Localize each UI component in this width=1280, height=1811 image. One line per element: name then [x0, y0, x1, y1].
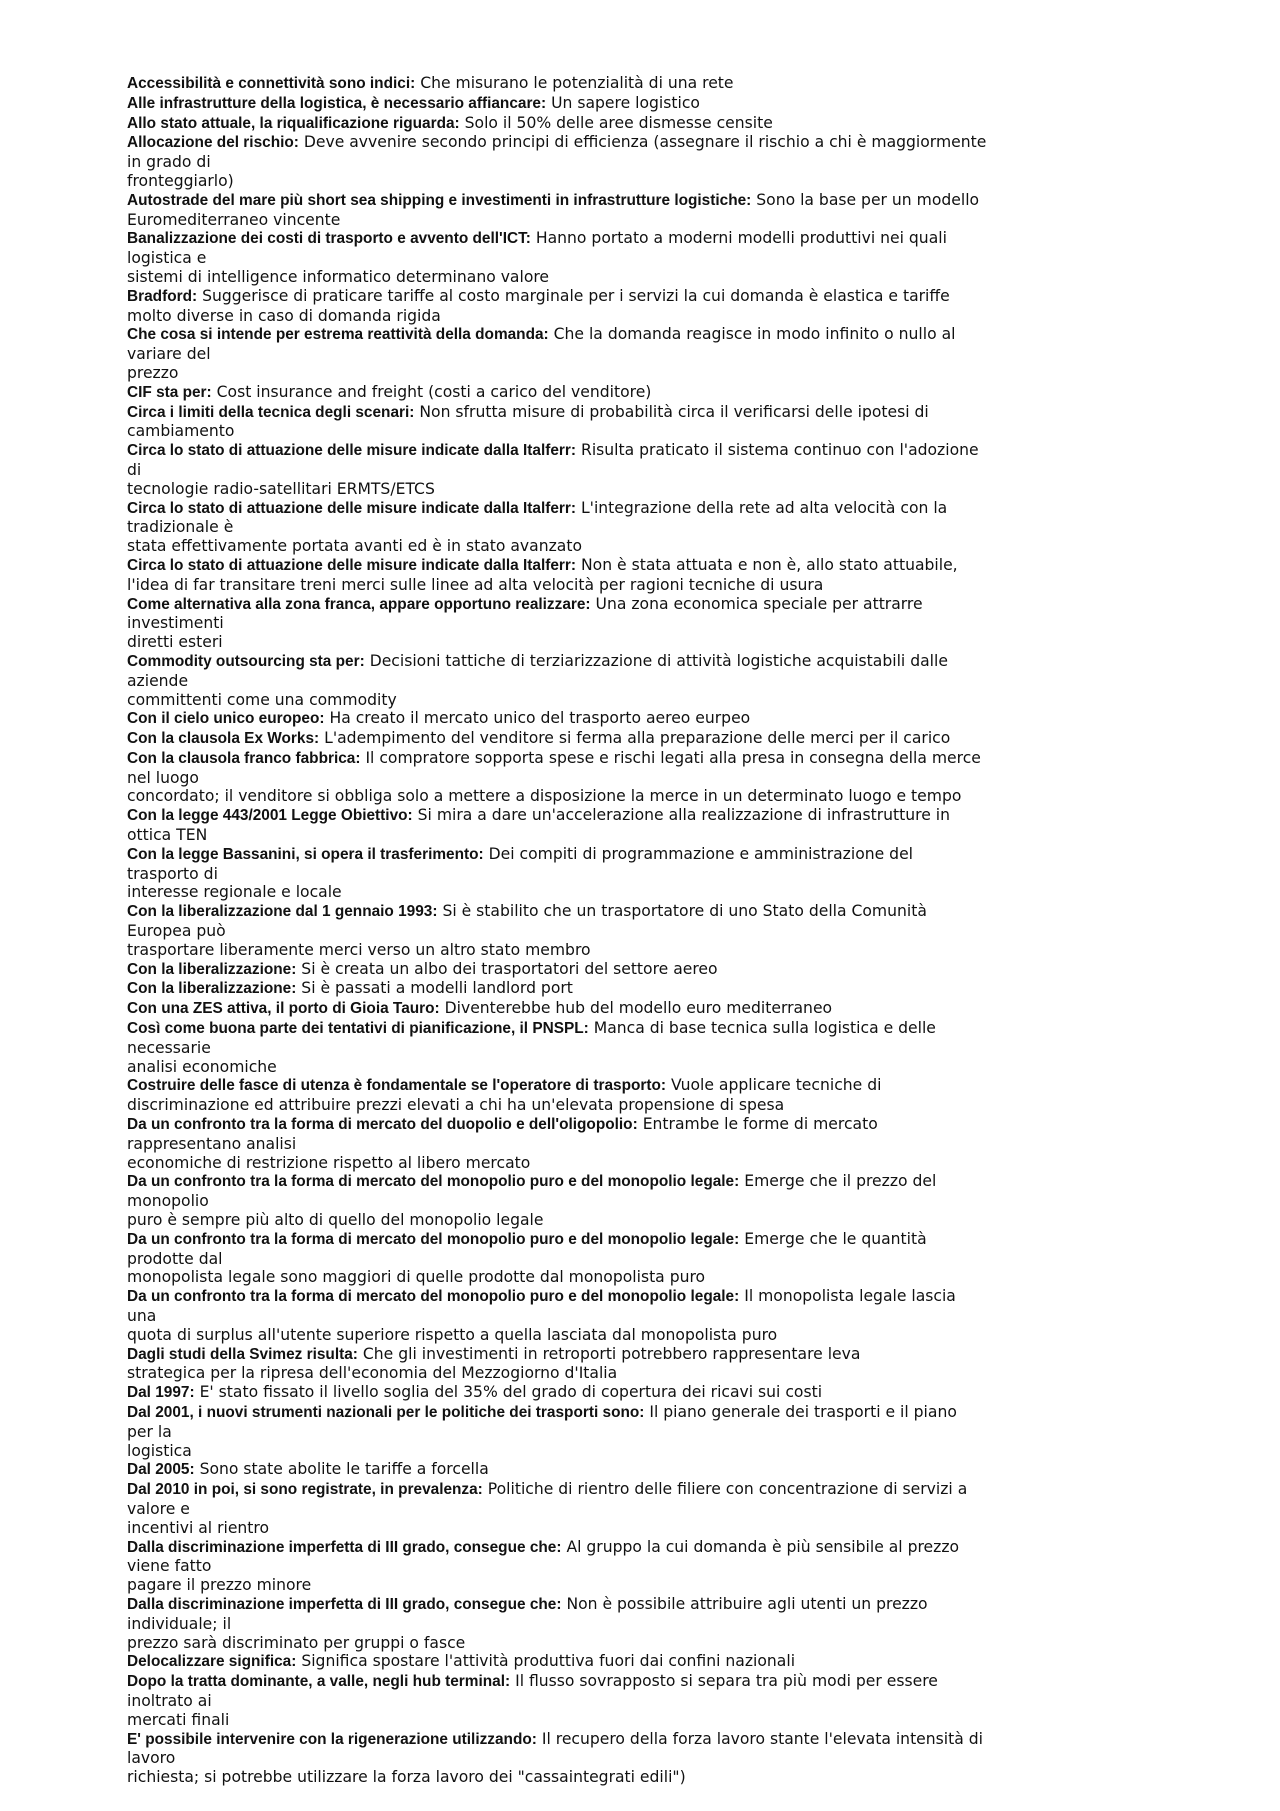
qa-entry [127, 287, 1207, 326]
entry-answer: Il recupero della forza lavoro stante l'elevata intensità di [541, 1729, 983, 1748]
entry-first-line [127, 1115, 1207, 1135]
entry-continuation-line [127, 1135, 1207, 1154]
entry-answer: Si è stabilito che un trasportatore di uno Stato della Comunità [442, 902, 927, 921]
entry-continuation-line [127, 461, 1207, 480]
entry-continuation-line [127, 518, 1207, 537]
entry-continuation-line [127, 633, 1207, 652]
entry-first-line [127, 1076, 1207, 1096]
entry-continuation-line [127, 268, 1207, 287]
qa-entry [127, 191, 1207, 230]
entry-answer: diretti esteri [127, 633, 223, 652]
entry-answer: trasportare liberamente merci verso un altro stato membro [127, 940, 591, 959]
entry-question: Come alternativa alla zona franca, appare opportuno realizzare: [127, 595, 591, 613]
entry-answer: inoltrato ai [127, 1691, 212, 1710]
qa-entry [127, 1730, 1207, 1787]
entry-answer: Il flusso sovrapposto si separa tra più modi per essere [515, 1672, 938, 1691]
entry-continuation-line [127, 941, 1207, 960]
qa-entry [127, 114, 1207, 134]
entry-answer: mercati finali [127, 1710, 230, 1729]
entry-question: Allocazione del rischio: [127, 134, 299, 152]
entry-answer: Non sfrutta misure di probabilità circa il verificarsi delle ipotesi di [419, 402, 929, 421]
entry-first-line [127, 729, 1207, 749]
qa-entry [127, 383, 1207, 403]
entry-question: Circa lo stato di attuazione delle misure indicate dalla Italferr: [127, 556, 577, 574]
entry-answer: Il piano generale dei trasporti e il piano [649, 1402, 957, 1421]
qa-entry [127, 1595, 1207, 1652]
entry-answer: Il compratore sopporta spese e rischi legati alla presa in consegna della merce [365, 748, 981, 767]
qa-entry [127, 556, 1207, 595]
entry-answer: pagare il prezzo minore [127, 1576, 312, 1595]
entry-answer: Il monopolista legale lascia [744, 1287, 956, 1306]
entry-first-line [127, 74, 1207, 94]
entry-first-line [127, 1595, 1207, 1615]
entry-question: Dal 2001, i nuovi strumenti nazionali per le politiche dei trasporti sono: [127, 1403, 645, 1421]
entry-answer: logistica [127, 1441, 192, 1460]
entry-first-line [127, 979, 1207, 999]
qa-entry [127, 960, 1207, 980]
entry-answer: Non è possibile attribuire agli utenti un prezzo [566, 1594, 928, 1613]
entry-first-line [127, 133, 1207, 153]
entry-continuation-line [127, 1307, 1207, 1326]
entry-continuation-line [127, 1557, 1207, 1576]
qa-entry [127, 1672, 1207, 1729]
entry-answer: necessarie [127, 1038, 211, 1057]
entry-answer: discriminazione ed attribuire prezzi elevati a chi ha un'elevata propensione di spesa [127, 1096, 785, 1115]
entry-continuation-line [127, 826, 1207, 845]
entry-answer: l'idea di far transitare treni merci sulle linee ad alta velocità per ragioni tecniche di usura [127, 575, 824, 594]
entry-first-line [127, 1345, 1207, 1365]
entry-continuation-line [127, 769, 1207, 788]
entry-continuation-line [127, 672, 1207, 691]
entry-continuation-line [127, 1192, 1207, 1211]
entry-answer: Europea può [127, 922, 226, 941]
entry-answer: Deve avvenire secondo principi di efficienza (assegnare il rischio a chi è maggiormente [303, 133, 987, 152]
entry-answer: incentivi al rientro [127, 1518, 270, 1537]
entry-question: Alle infrastrutture della logistica, è necessario affiancare: [127, 94, 547, 112]
entry-answer: Diventerebbe hub del modello euro mediterraneo [444, 999, 833, 1018]
entry-answer: interesse regionale e locale [127, 883, 342, 902]
qa-entry [127, 1076, 1207, 1115]
qa-entry [127, 1345, 1207, 1384]
qa-entry [127, 1538, 1207, 1595]
entry-first-line [127, 1172, 1207, 1192]
entry-question: Con la clausola Ex Works: [127, 730, 320, 748]
qa-entry [127, 1403, 1207, 1460]
entry-answer: Decisioni tattiche di terziarizzazione di attività logistiche acquistabili dalle [369, 651, 948, 670]
entry-continuation-line [127, 1250, 1207, 1269]
entry-answer: cambiamento [127, 422, 235, 441]
entry-question: Accessibilità e connettività sono indici: [127, 75, 416, 92]
entry-answer: individuale; il [127, 1614, 232, 1633]
entry-first-line [127, 556, 1207, 576]
qa-entry [127, 229, 1207, 286]
entry-continuation-line [127, 172, 1207, 191]
entry-answer: richiesta; si potrebbe utilizzare la forza lavoro dei "cassaintegrati edili") [127, 1768, 686, 1787]
entry-question: Circa i limiti della tecnica degli scenari: [127, 403, 415, 421]
qa-entry [127, 595, 1207, 652]
entry-continuation-line [127, 211, 1207, 230]
entry-continuation-line [127, 1039, 1207, 1058]
qa-entry [127, 729, 1207, 749]
entry-answer: committenti come una commodity [127, 690, 397, 709]
entry-answer: Che misurano le potenzialità di una rete [420, 74, 734, 92]
entry-answer: Sono state abolite le tariffe a forcella [199, 1460, 489, 1479]
entry-continuation-line [127, 1154, 1207, 1173]
entry-answer: analisi economiche [127, 1057, 277, 1076]
qa-entry [127, 979, 1207, 999]
entry-first-line [127, 652, 1207, 672]
entry-question: Autostrade del mare più short sea shipping e investimenti in infrastrutture logistiche: [127, 191, 752, 209]
entry-question: Banalizzazione dei costi di trasporto e avvento dell'ICT: [127, 230, 531, 248]
entry-continuation-line [127, 1615, 1207, 1634]
entry-first-line [127, 1383, 1207, 1403]
entry-question: Con la liberalizzazione: [127, 980, 297, 998]
entry-answer: monopolio [127, 1192, 209, 1211]
entry-question: Dalla discriminazione imperfetta di III grado, consegue che: [127, 1595, 562, 1613]
entry-continuation-line [127, 1423, 1207, 1442]
entry-continuation-line [127, 787, 1207, 806]
entry-continuation-line [127, 614, 1207, 633]
entry-continuation-line [127, 1268, 1207, 1287]
entry-answer: per la [127, 1422, 172, 1441]
entry-answer: investimenti [127, 614, 224, 633]
entry-answer: trasporto di [127, 864, 218, 883]
entry-answer: una [127, 1307, 157, 1325]
entry-first-line [127, 999, 1207, 1019]
entry-continuation-line [127, 1519, 1207, 1538]
qa-entry [127, 999, 1207, 1019]
entry-answer: di [127, 460, 142, 479]
entry-first-line [127, 114, 1207, 134]
entry-answer: Risulta praticato il sistema continuo con l'adozione [580, 441, 979, 460]
entry-answer: stata effettivamente portata avanti ed è in stato avanzato [127, 537, 582, 556]
qa-entry [127, 1019, 1207, 1076]
entry-question: CIF sta per: [127, 383, 212, 401]
entry-question: Con la liberalizzazione dal 1 gennaio 1993: [127, 903, 438, 921]
entry-continuation-line [127, 1500, 1207, 1519]
qa-entry [127, 902, 1207, 959]
entry-question: Con una ZES attiva, il porto di Gioia Tauro: [127, 1000, 440, 1018]
entry-first-line [127, 1652, 1207, 1672]
entry-continuation-line [127, 345, 1207, 364]
entry-answer: Non è stata attuata e non è, allo stato attuabile, [580, 555, 958, 574]
entry-question: Delocalizzare significa: [127, 1653, 297, 1671]
entry-first-line [127, 499, 1207, 519]
entry-answer: Al gruppo la cui domanda è più sensibile al prezzo [566, 1537, 960, 1556]
entry-question: Con il cielo unico europeo: [127, 710, 325, 728]
entry-answer: Hanno portato a moderni modelli produttivi nei quali [535, 229, 947, 248]
qa-entry [127, 325, 1207, 382]
qa-entry [127, 1480, 1207, 1537]
entry-question: Da un confronto tra la forma di mercato del monopolio puro e del monopolio legale: [127, 1230, 740, 1248]
entry-first-line [127, 709, 1207, 729]
entry-continuation-line [127, 364, 1207, 383]
entry-continuation-line [127, 1326, 1207, 1345]
entry-answer: Una zona economica speciale per attrarre [595, 594, 923, 613]
entry-question: Dopo la tratta dominante, a valle, negli hub terminal: [127, 1673, 511, 1691]
entry-continuation-line [127, 1364, 1207, 1383]
entry-question: Dal 1997: [127, 1384, 195, 1402]
entry-answer: fronteggiarlo) [127, 171, 234, 190]
entry-answer: Si è creata un albo dei trasportatori del settore aereo [301, 959, 718, 978]
entry-answer: Ha creato il mercato unico del trasporto aereo eurpeo [329, 709, 751, 728]
entry-continuation-line [127, 1692, 1207, 1711]
entry-continuation-line [127, 1058, 1207, 1077]
entry-answer: in grado di [127, 153, 211, 172]
entry-continuation-line [127, 422, 1207, 441]
entry-continuation-line [127, 1576, 1207, 1595]
entry-answer: Emerge che il prezzo del [744, 1172, 937, 1191]
entry-answer: E' stato fissato il livello soglia del 35% del grado di copertura dei ricavi sui costi [199, 1383, 823, 1402]
entry-question: Con la legge 443/2001 Legge Obiettivo: [127, 807, 413, 825]
entry-answer: Un sapere logistico [551, 93, 700, 112]
entry-continuation-line [127, 865, 1207, 884]
entry-continuation-line [127, 153, 1207, 172]
entry-answer: Si è passati a modelli landlord port [301, 979, 573, 998]
qa-entry [127, 1652, 1207, 1672]
qa-entry [127, 1230, 1207, 1287]
entry-first-line [127, 1019, 1207, 1039]
entry-question: Da un confronto tra la forma di mercato del monopolio puro e del monopolio legale: [127, 1173, 740, 1191]
entry-answer: sistemi di intelligence informatico determinano valore [127, 267, 550, 286]
entry-question: Dal 2010 in poi, si sono registrate, in prevalenza: [127, 1481, 483, 1499]
qa-entry [127, 709, 1207, 729]
qa-entry [127, 499, 1207, 556]
entry-first-line [127, 1230, 1207, 1250]
qa-entry [127, 806, 1207, 845]
entry-question: Con la legge Bassanini, si opera il trasferimento: [127, 845, 484, 863]
qa-entry [127, 133, 1207, 190]
entry-answer: Che la domanda reagisce in modo infinito o nullo al [553, 325, 956, 344]
entry-first-line [127, 845, 1207, 865]
entry-answer: ottica TEN [127, 826, 208, 845]
qa-entry [127, 845, 1207, 902]
qa-entry [127, 652, 1207, 709]
entry-answer: Suggerisce di praticare tariffe al costo marginale per i servizi la cui domanda è elastica e tariffe [202, 286, 950, 305]
entry-answer: Cost insurance and freight (costi a carico del venditore) [216, 382, 652, 401]
entry-continuation-line [127, 480, 1207, 499]
entry-first-line [127, 960, 1207, 980]
entry-answer: tradizionale è [127, 518, 234, 537]
qa-entry [127, 74, 1207, 94]
entry-continuation-line [127, 1211, 1207, 1230]
qa-entry [127, 441, 1207, 498]
entry-first-line [127, 191, 1207, 211]
qa-entry [127, 1287, 1207, 1344]
entry-answer: aziende [127, 671, 189, 690]
entry-question: Che cosa si intende per estrema reattività della domanda: [127, 326, 549, 344]
entry-continuation-line [127, 691, 1207, 710]
entry-question: Costruire delle fasce di utenza è fondamentale se l'operatore di trasporto: [127, 1077, 667, 1095]
qa-entry [127, 403, 1207, 442]
entry-continuation-line [127, 576, 1207, 595]
entry-continuation-line [127, 1442, 1207, 1461]
qa-entry [127, 1383, 1207, 1403]
entry-first-line [127, 1403, 1207, 1423]
entry-first-line [127, 325, 1207, 345]
entry-answer: Che gli investimenti in retroporti potrebbero rappresentare leva [362, 1344, 861, 1363]
entry-first-line [127, 1287, 1207, 1307]
entry-first-line [127, 1730, 1207, 1750]
entry-continuation-line [127, 1711, 1207, 1730]
entry-question: Così come buona parte dei tentativi di pianificazione, il PNSPL: [127, 1020, 589, 1038]
entry-answer: monopolista legale sono maggiori di quelle prodotte dal monopolista puro [127, 1268, 706, 1287]
entry-continuation-line [127, 1768, 1207, 1787]
entry-first-line [127, 441, 1207, 461]
entry-answer: prezzo [127, 363, 179, 382]
qa-entry [127, 94, 1207, 114]
entry-answer: logistica e [127, 249, 207, 268]
entry-first-line [127, 229, 1207, 249]
entry-answer: concordato; il venditore si obbliga solo a mettere a disposizione la merce in un determinato luogo e tempo [127, 787, 962, 806]
entry-answer: valore e [127, 1499, 190, 1518]
entry-continuation-line [127, 307, 1207, 326]
entry-first-line [127, 1672, 1207, 1692]
entry-answer: Euromediterraneo vincente [127, 210, 341, 229]
entry-first-line [127, 1460, 1207, 1480]
entry-first-line [127, 403, 1207, 423]
entry-question: Con la liberalizzazione: [127, 960, 297, 978]
entry-question: Commodity outsourcing sta per: [127, 652, 365, 670]
entry-answer: Solo il 50% delle aree dismesse censite [464, 113, 773, 132]
entry-first-line [127, 383, 1207, 403]
entry-answer: Dei compiti di programmazione e amministrazione del [488, 844, 913, 863]
entry-first-line [127, 1538, 1207, 1558]
qa-entry [127, 1460, 1207, 1480]
entry-continuation-line [127, 249, 1207, 268]
entry-answer: Sono la base per un modello [756, 190, 980, 209]
entry-answer: L'integrazione della rete ad alta velocità con la [580, 498, 948, 517]
entry-continuation-line [127, 537, 1207, 556]
entry-question: Dagli studi della Svimez risulta: [127, 1345, 358, 1363]
entry-question: Da un confronto tra la forma di mercato del monopolio puro e del monopolio legale: [127, 1288, 740, 1306]
entry-first-line [127, 287, 1207, 307]
entry-answer: prezzo sarà discriminato per gruppi o fasce [127, 1633, 466, 1652]
entry-answer: economiche di restrizione rispetto al libero mercato [127, 1153, 531, 1172]
entry-first-line [127, 595, 1207, 615]
entry-continuation-line [127, 1634, 1207, 1653]
entry-question: Circa lo stato di attuazione delle misure indicate dalla Italferr: [127, 442, 577, 460]
entry-answer: lavoro [127, 1749, 176, 1768]
entry-answer: viene fatto [127, 1557, 212, 1576]
entry-question: Da un confronto tra la forma di mercato del duopolio e dell'oligopolio: [127, 1116, 638, 1134]
entry-answer: Manca di base tecnica sulla logistica e delle [593, 1019, 936, 1038]
qa-entry [127, 1172, 1207, 1229]
entry-first-line [127, 1480, 1207, 1500]
entry-first-line [127, 749, 1207, 769]
entry-continuation-line [127, 883, 1207, 902]
entry-question: Circa lo stato di attuazione delle misure indicate dalla Italferr: [127, 499, 577, 517]
entry-question: E' possibile intervenire con la rigenerazione utilizzando: [127, 1730, 537, 1748]
entry-answer: Politiche di rientro delle filiere con concentrazione di servizi a [487, 1480, 968, 1499]
entry-answer: Entrambe le forme di mercato [642, 1115, 878, 1134]
entry-question: Con la clausola franco fabbrica: [127, 749, 361, 767]
entry-answer: molto diverse in caso di domanda rigida [127, 306, 441, 325]
entry-question: Dalla discriminazione imperfetta di III grado, consegue che: [127, 1538, 562, 1556]
entry-answer: strategica per la ripresa dell'economia del Mezzogiorno d'Italia [127, 1364, 618, 1383]
entry-first-line [127, 902, 1207, 922]
entry-question: Allo stato attuale, la riqualificazione riguarda: [127, 114, 460, 132]
qa-entry [127, 1115, 1207, 1172]
entry-continuation-line [127, 922, 1207, 941]
entry-question: Bradford: [127, 287, 198, 305]
document-page [127, 74, 1207, 1787]
entry-continuation-line [127, 1749, 1207, 1768]
entry-first-line [127, 806, 1207, 826]
entry-answer: puro è sempre più alto di quello del monopolio legale [127, 1211, 544, 1230]
entry-answer: tecnologie radio-satellitari ERMTS/ETCS [127, 479, 435, 498]
entry-answer: Si mira a dare un'accelerazione alla realizzazione di infrastrutture in [417, 806, 950, 825]
entry-answer: variare del [127, 345, 211, 364]
entry-answer: Emerge che le quantità [744, 1229, 927, 1248]
entry-answer: Significa spostare l'attività produttiva fuori dai confini nazionali [301, 1652, 796, 1671]
entry-first-line [127, 94, 1207, 114]
entry-answer: rappresentano analisi [127, 1134, 297, 1153]
entry-answer: Vuole applicare tecniche di [671, 1076, 882, 1095]
entry-answer: quota di surplus all'utente superiore rispetto a quella lasciata dal monopolista puro [127, 1325, 778, 1344]
entry-answer: prodotte dal [127, 1249, 223, 1268]
entry-answer: L'adempimento del venditore si ferma alla preparazione delle merci per il carico [324, 729, 951, 748]
entry-continuation-line [127, 1096, 1207, 1115]
qa-entry [127, 749, 1207, 806]
entry-question: Dal 2005: [127, 1461, 195, 1479]
entry-answer: nel luogo [127, 768, 199, 787]
